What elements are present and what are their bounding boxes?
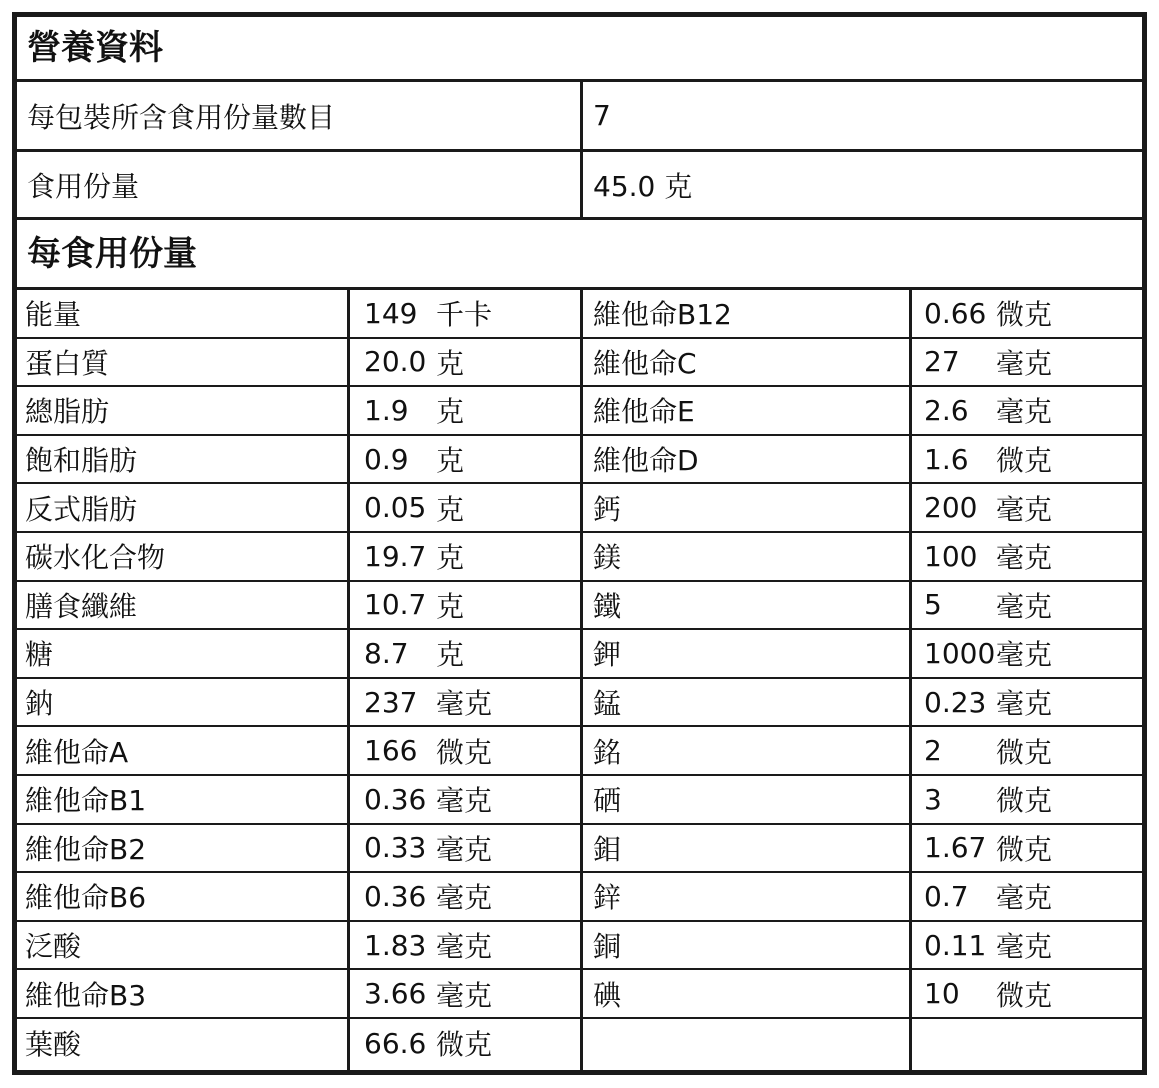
amount-value: 10	[924, 977, 960, 1011]
nutrient-name: 泛酸	[25, 930, 82, 964]
amount-unit: 克	[436, 444, 465, 478]
amount-unit: 毫克	[996, 881, 1053, 915]
amount-unit: 千卡	[436, 298, 493, 332]
nutrient-amount	[350, 582, 580, 629]
nutrient-name: 能量	[25, 298, 82, 332]
nutrient-name: 維他命B6	[25, 881, 147, 915]
nutrient-amount	[350, 776, 580, 823]
amount-value: 10.7	[364, 588, 427, 622]
servings-per-pack-row	[17, 82, 1142, 152]
nutrient-amount	[912, 436, 1142, 483]
per-serving-heading: 每食用份量	[17, 220, 1142, 290]
nutrient-amount	[350, 339, 580, 386]
nutrient-amount	[350, 533, 580, 580]
nutrient-name: 維他命A	[25, 735, 129, 769]
amount-unit: 毫克	[436, 784, 493, 818]
serving-size-label: 食用份量	[27, 169, 140, 203]
amount-unit: 毫克	[436, 881, 493, 915]
nutrient-amount	[350, 727, 580, 774]
amount-value: 1.83	[364, 928, 427, 962]
nutrient-amount	[350, 1019, 580, 1068]
nutrient-amount	[912, 776, 1142, 823]
amount-unit: 微克	[996, 832, 1053, 866]
amount-value: 3	[924, 782, 942, 816]
nutrient-name: 維他命B1	[25, 784, 147, 818]
amount-unit: 微克	[436, 1028, 493, 1062]
amount-value: 2	[924, 734, 942, 768]
nutrient-amount	[912, 1019, 1142, 1068]
amount-value: 200	[924, 491, 978, 525]
nutrient-name: 維他命B2	[25, 832, 147, 866]
nutrient-amount	[350, 679, 580, 726]
nutrient-grid	[17, 290, 1142, 1070]
nutrient-amount	[350, 387, 580, 434]
amount-unit: 毫克	[996, 395, 1053, 429]
amount-unit: 毫克	[996, 687, 1053, 721]
amount-unit: 微克	[996, 784, 1053, 818]
nutrient-name: 碘	[593, 978, 622, 1012]
nutrient-name: 總脂肪	[25, 395, 110, 429]
nutrient-amount	[912, 630, 1142, 677]
nutrient-amount	[912, 970, 1142, 1017]
nutrient-name: 維他命B3	[25, 978, 147, 1012]
nutrient-amount	[912, 825, 1142, 872]
nutrient-amount	[912, 339, 1142, 386]
nutrient-name: 碳水化合物	[25, 541, 166, 575]
amount-value: 0.23	[924, 685, 987, 719]
amount-unit: 克	[436, 346, 465, 380]
nutrient-name: 錳	[593, 687, 622, 721]
nutrient-amount	[350, 630, 580, 677]
nutrient-amount	[350, 970, 580, 1017]
nutrient-amount	[350, 436, 580, 483]
nutrient-amount	[912, 582, 1142, 629]
amount-unit: 毫克	[996, 589, 1053, 623]
amount-value: 5	[924, 588, 942, 622]
nutrient-name: 維他命E	[593, 395, 695, 429]
nutrient-name: 維他命B12	[593, 298, 732, 332]
amount-value: 19.7	[364, 539, 427, 573]
amount-value: 20.0	[364, 345, 427, 379]
nutrient-name: 鉬	[593, 832, 622, 866]
amount-value: 27	[924, 345, 960, 379]
nutrient-amount	[350, 873, 580, 920]
nutrition-facts-table	[12, 12, 1147, 1075]
column-divider	[347, 290, 350, 1070]
nutrient-amount	[912, 679, 1142, 726]
nutrient-amount	[912, 727, 1142, 774]
amount-value: 3.66	[364, 977, 427, 1011]
serving-size-row	[17, 152, 1142, 220]
nutrient-name: 飽和脂肪	[25, 444, 138, 478]
amount-unit: 微克	[996, 444, 1053, 478]
nutrient-amount	[350, 922, 580, 969]
amount-value: 149	[364, 296, 418, 330]
servings-per-pack-value: 7	[593, 99, 611, 132]
nutrient-name: 鋅	[593, 881, 622, 915]
amount-value: 166	[364, 734, 418, 768]
table-title: 營養資料	[17, 17, 1142, 82]
amount-value: 1.9	[364, 393, 409, 427]
amount-unit: 毫克	[436, 687, 493, 721]
nutrient-name: 硒	[593, 784, 622, 818]
serving-size-value: 45.0 克	[593, 169, 693, 203]
nutrient-amount	[912, 873, 1142, 920]
amount-unit: 毫克	[436, 832, 493, 866]
nutrient-name: 維他命C	[593, 346, 697, 380]
nutrient-amount	[350, 825, 580, 872]
amount-unit: 微克	[996, 978, 1053, 1012]
nutrient-name: 鈉	[25, 687, 54, 721]
amount-value: 1.6	[924, 442, 969, 476]
amount-unit: 克	[436, 395, 465, 429]
column-divider	[909, 290, 912, 1070]
amount-value: 0.36	[364, 782, 427, 816]
nutrient-amount	[912, 290, 1142, 337]
amount-value: 0.36	[364, 879, 427, 913]
amount-value: 0.33	[364, 831, 427, 865]
amount-value: 0.66	[924, 296, 987, 330]
nutrient-name: 蛋白質	[25, 346, 110, 380]
nutrient-name: 膳食纖維	[25, 589, 138, 623]
nutrient-amount	[350, 484, 580, 531]
nutrient-name: 葉酸	[25, 1028, 82, 1062]
amount-unit: 克	[436, 589, 465, 623]
amount-unit: 微克	[996, 735, 1053, 769]
nutrient-name: 維他命D	[593, 444, 699, 478]
amount-unit: 毫克	[996, 541, 1053, 575]
amount-value: 66.6	[364, 1026, 427, 1060]
nutrient-amount	[912, 922, 1142, 969]
nutrient-name: 銘	[593, 735, 622, 769]
nutrient-name: 糖	[25, 638, 54, 672]
nutrient-amount	[350, 290, 580, 337]
amount-unit: 微克	[436, 735, 493, 769]
amount-value: 2.6	[924, 393, 969, 427]
amount-unit: 克	[436, 541, 465, 575]
amount-unit: 克	[436, 638, 465, 672]
nutrient-amount	[912, 533, 1142, 580]
amount-unit: 毫克	[436, 930, 493, 964]
amount-value: 0.05	[364, 491, 427, 525]
amount-value: 0.9	[364, 442, 409, 476]
amount-value: 8.7	[364, 636, 409, 670]
nutrient-amount	[912, 387, 1142, 434]
amount-unit: 毫克	[996, 930, 1053, 964]
nutrient-name: 反式脂肪	[25, 492, 138, 526]
amount-unit: 微克	[996, 298, 1053, 332]
amount-value: 1000	[924, 636, 996, 670]
amount-unit: 毫克	[996, 638, 1053, 672]
amount-unit: 克	[436, 492, 465, 526]
amount-unit: 毫克	[996, 346, 1053, 380]
nutrient-name: 銅	[593, 930, 622, 964]
amount-value: 0.7	[924, 879, 969, 913]
nutrient-amount	[912, 484, 1142, 531]
nutrient-name	[583, 1019, 909, 1068]
amount-value: 1.67	[924, 831, 987, 865]
nutrient-name: 鎂	[593, 541, 622, 575]
amount-unit: 毫克	[436, 978, 493, 1012]
nutrient-name: 鈣	[593, 492, 622, 526]
amount-unit: 毫克	[996, 492, 1053, 526]
amount-value: 100	[924, 539, 978, 573]
nutrient-name: 鉀	[593, 638, 622, 672]
amount-value: 0.11	[924, 928, 987, 962]
column-divider	[580, 290, 583, 1070]
amount-value: 237	[364, 685, 418, 719]
servings-per-pack-label: 每包裝所含食用份量數目	[27, 100, 336, 134]
nutrient-name: 鐵	[593, 589, 622, 623]
